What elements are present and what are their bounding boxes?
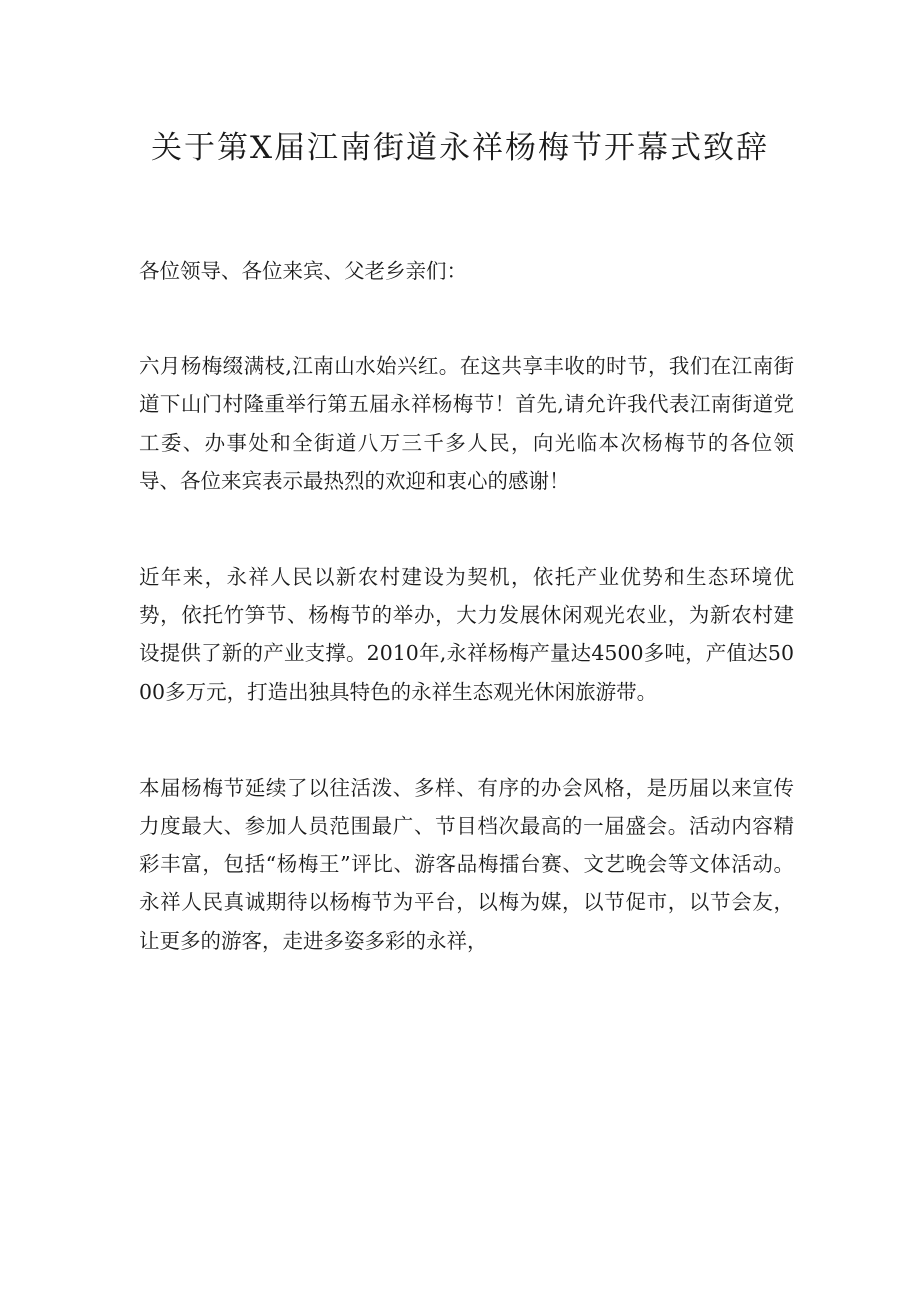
greeting-paragraph: 各位领导、各位来宾、父老乡亲们：	[139, 259, 467, 283]
body-paragraph-2: 近年来，永祥人民以新农村建设为契机，依托产业优势和生态环境优势，依托竹笋节、杨梅节的举办，大力发展休闲观光农业，为新农村建设提供了新的产业支撑。2010年,永祥杨梅产量达4500多吨，产值达5000多万元，打造出独具特色的永祥生态观光休闲旅游带。	[139, 565, 794, 704]
body-paragraph-1: 六月杨梅缀满枝,江南山水始兴红。在这共享丰收的时节，我们在江南街道下山门村隆重举行第五届永祥杨梅节！首先,请允许我代表江南街道党工委、办事处和全街道八万三千多人民，向光临本次杨梅节的各位领导、各位来宾表示最热烈的欢迎和衷心的感谢！	[139, 354, 794, 493]
document-body	[139, 252, 794, 960]
body-paragraph-3: 本届杨梅节延续了以往活泼、多样、有序的办会风格，是历届以来宣传力度最大、参加人员范围最广、节目档次最高的一届盛会。活动内容精彩丰富，包括“杨梅王”评比、游客品梅擂台赛、文艺晚会等文体活动。永祥人民真诚期待以杨梅节为平台，以梅为媒，以节促市，以节会友，让更多的游客，走进多姿多彩的永祥，	[139, 775, 794, 953]
document-title: 关于第X届江南街道永祥杨梅节开幕式致辞	[150, 130, 770, 166]
